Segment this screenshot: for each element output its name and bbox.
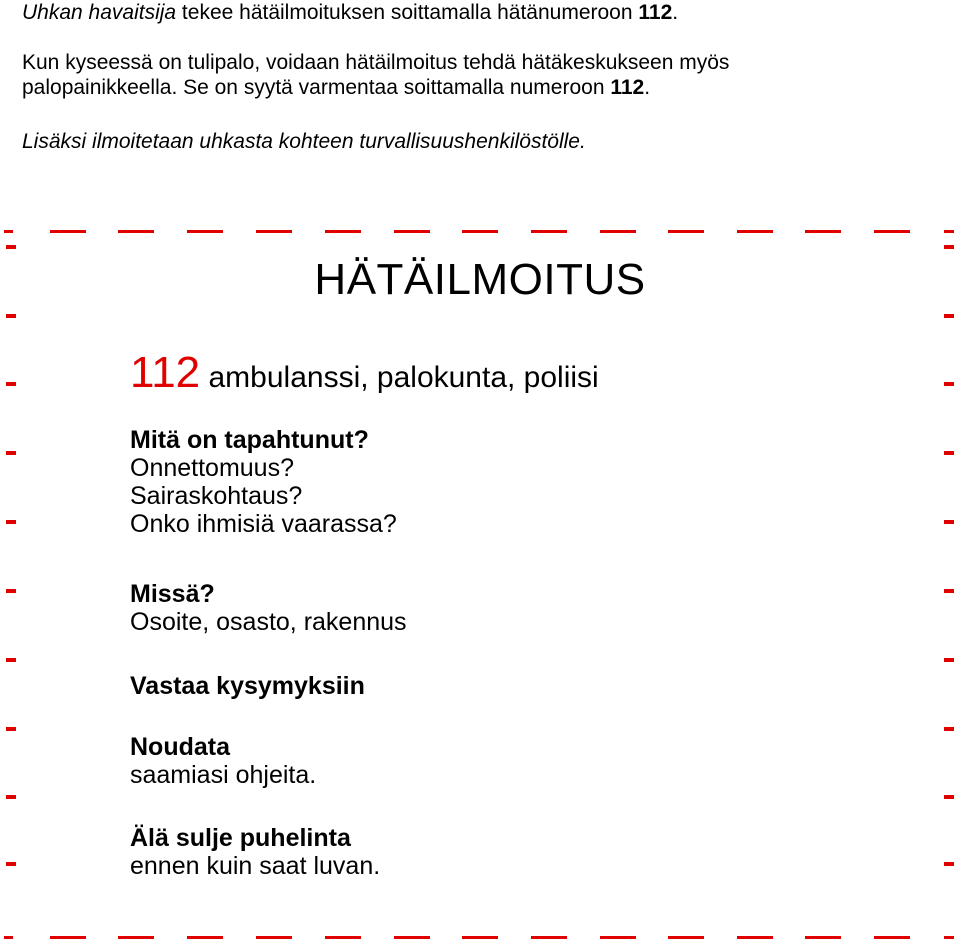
- what-item: Sairaskohtaus?: [130, 482, 303, 510]
- cut-dash: [805, 230, 841, 233]
- cut-dash: [944, 589, 954, 593]
- intro-p1-text: tekee hätäilmoituksen soittamalla hätänumeroon: [176, 1, 639, 24]
- cut-dash: [6, 382, 16, 386]
- cut-dash: [256, 230, 292, 233]
- cut-dash: [50, 936, 86, 939]
- cut-dash: [6, 862, 16, 866]
- intro-p2-end: .: [644, 76, 651, 99]
- cut-dash: [600, 230, 636, 233]
- intro-p2-line1: Kun kyseessä on tulipalo, voidaan hätäilmoitus tehdä hätäkeskukseen myös: [22, 51, 730, 74]
- cut-dash: [4, 230, 13, 233]
- answer-section: [130, 672, 365, 700]
- hangup-text: ennen kuin saat luvan.: [130, 852, 381, 880]
- cut-dash: [325, 230, 361, 233]
- cut-dash: [944, 314, 954, 318]
- cut-dash: [944, 936, 954, 939]
- cut-dash: [944, 230, 954, 233]
- card-title: HÄTÄILMOITUS: [314, 255, 646, 304]
- intro-p1-end: .: [672, 1, 679, 24]
- cut-dash: [6, 451, 16, 455]
- emergency-services: ambulanssi, palokunta, poliisi: [200, 361, 599, 394]
- what-item: Onnettomuus?: [130, 454, 294, 482]
- cut-dash: [805, 936, 841, 939]
- cut-dash: [531, 936, 567, 939]
- cut-line-bottom: [0, 936, 960, 940]
- cut-dash: [874, 936, 910, 939]
- what-section: [130, 426, 397, 538]
- where-heading: Missä?: [130, 580, 215, 608]
- intro-p1-number: 112: [638, 1, 673, 24]
- cut-dash: [6, 314, 16, 318]
- cut-dash: [944, 451, 954, 455]
- cut-line-top: [0, 230, 960, 234]
- cut-dash: [6, 520, 16, 524]
- hangup-heading: Älä sulje puhelinta: [130, 824, 351, 852]
- cut-dash: [6, 245, 16, 249]
- intro-paragraph-2: [22, 50, 922, 100]
- cut-dash: [6, 727, 16, 731]
- cut-dash: [462, 230, 498, 233]
- cut-dash: [944, 520, 954, 524]
- follow-section: [130, 733, 316, 789]
- intro-observer: Uhkan havaitsija: [22, 1, 177, 24]
- cut-dash: [874, 230, 910, 233]
- cut-dash: [944, 382, 954, 386]
- cut-dash: [668, 230, 704, 233]
- cut-dash: [187, 936, 223, 939]
- intro-paragraph-3: Lisäksi ilmoitetaan uhkasta kohteen turvallisuushenkilöstölle.: [22, 130, 586, 153]
- follow-text: saamiasi ohjeita.: [130, 761, 317, 789]
- cut-dash: [325, 936, 361, 939]
- follow-heading: Noudata: [130, 733, 230, 761]
- cut-dash: [118, 230, 154, 233]
- cut-dash: [394, 230, 430, 233]
- intro-p2-number: 112: [610, 76, 645, 99]
- cut-dash: [600, 936, 636, 939]
- intro-p2-line2: palopainikkeella. Se on syytä varmentaa soittamalla numeroon: [22, 76, 611, 99]
- cut-dash: [256, 936, 292, 939]
- cut-dash: [6, 795, 16, 799]
- cut-dash: [6, 589, 16, 593]
- cut-dash: [944, 862, 954, 866]
- cut-dash: [6, 658, 16, 662]
- cut-dash: [50, 230, 86, 233]
- hangup-section: [130, 824, 380, 880]
- cut-dash: [531, 230, 567, 233]
- intro-paragraph-1: [22, 0, 678, 25]
- cut-dash: [944, 727, 954, 731]
- where-text: Osoite, osasto, rakennus: [130, 608, 407, 636]
- cut-dash: [944, 658, 954, 662]
- answer-heading: Vastaa kysymyksiin: [130, 672, 365, 700]
- cut-dash: [4, 936, 13, 939]
- emergency-number: 112: [130, 348, 201, 397]
- cut-dash: [394, 936, 430, 939]
- cut-dash: [118, 936, 154, 939]
- emergency-number-line: [130, 346, 599, 405]
- cut-dash: [462, 936, 498, 939]
- cut-dash: [944, 245, 954, 249]
- where-section: [130, 580, 407, 636]
- cut-dash: [187, 230, 223, 233]
- cut-dash: [737, 230, 773, 233]
- cut-dash: [737, 936, 773, 939]
- what-heading: Mitä on tapahtunut?: [130, 426, 369, 454]
- cut-dash: [668, 936, 704, 939]
- what-item: Onko ihmisiä vaarassa?: [130, 510, 397, 538]
- cut-dash: [944, 795, 954, 799]
